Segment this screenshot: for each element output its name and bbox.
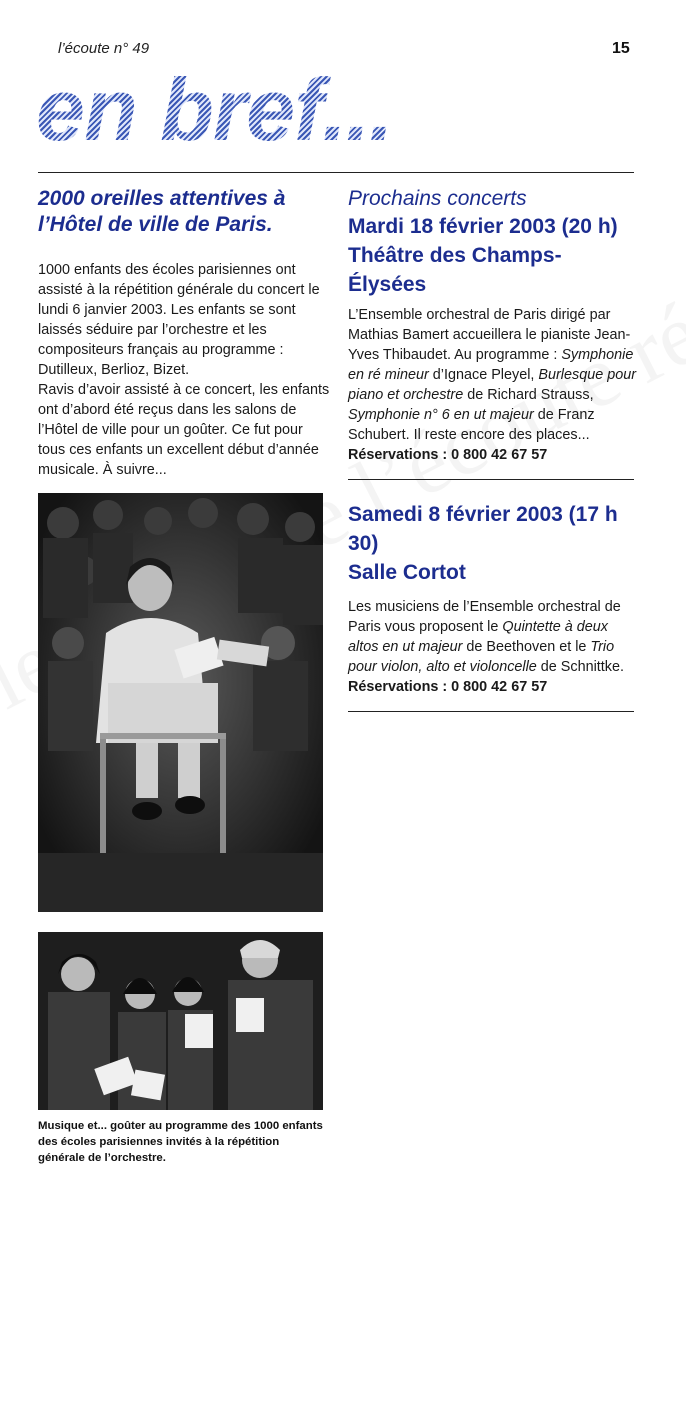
- concert-1-date: Mardi 18 février 2003 (20 h): [348, 215, 618, 238]
- article-title-line-1: 2000 oreilles attentives à: [38, 187, 286, 210]
- article-title-line-2: l’Hôtel de ville de Paris.: [38, 213, 273, 236]
- concert-2-date: Samedi 8 février 2003 (17 h 30): [348, 503, 618, 555]
- concert-2-venue: Salle Cortot: [348, 561, 466, 584]
- concerts-divider: [348, 479, 634, 480]
- concert-1-text-3: de Richard Strauss,: [463, 387, 594, 403]
- concert-2-work-2: Trio pour violon, alto et violoncelle: [348, 639, 615, 675]
- concert-2-text-2: de Beethoven et le: [462, 639, 591, 655]
- concert-1-work-3: Symphonie n° 6 en ut majeur: [348, 407, 534, 423]
- children-group-photo: [38, 932, 323, 1110]
- concert-2-text-1: Les musiciens de l’Ensemble orchestral de Paris vous proposent le: [348, 599, 621, 635]
- section-divider: [38, 172, 634, 173]
- concert-1-reservations: Réservations : 0 800 42 67 57: [348, 447, 548, 463]
- children-audience-illustration: [38, 493, 323, 912]
- concert-1-description: [348, 305, 638, 445]
- concert-2-description: [348, 597, 638, 677]
- concert-1-text-1: L’Ensemble orchestral de Paris dirigé par Mathias Bamert accueillera le pianiste Jean-Yves Thibaudet. Au programme :: [348, 307, 631, 363]
- concert-1-work-1: Symphonie en ré mineur: [348, 347, 634, 383]
- photo-caption: Musique et... goûter au programme des 1000 enfants des écoles parisiennes invités à la répétition générale de l’orchestre.: [38, 1120, 323, 1164]
- concert-2: [348, 500, 638, 697]
- children-group-illustration: [38, 932, 323, 1110]
- concert-1-text-2: d’Ignace Pleyel,: [428, 367, 539, 383]
- article-paragraph-1: 1000 enfants des écoles parisiennes ont assisté à la répétition générale du concert le lundi 6 janvier 2003. Les enfants se sont laissés séduire par l’orchestre et les compositeurs français au programme : Dutilleux, Berlioz, Bizet.: [38, 262, 320, 378]
- concerts-end-divider: [348, 711, 634, 712]
- page-number: 15: [612, 40, 630, 57]
- concert-2-reservations: Réservations : 0 800 42 67 57: [348, 679, 548, 695]
- concert-1-text-4: de Franz Schubert. Il reste encore des places...: [348, 407, 595, 443]
- concerts-kicker: Prochains concerts: [348, 187, 527, 210]
- concert-1: [348, 212, 638, 465]
- left-article: [38, 186, 330, 480]
- article-paragraph-2: Ravis d’avoir assisté à ce concert, les enfants ont d’abord été reçus dans les salons de l’Hôtel de ville pour un goûter. Ce fut pour tous ces enfants un excellent début d’année musicale. À suivre...: [38, 382, 330, 478]
- concert-1-work-2: Burlesque pour piano et orchestre: [348, 367, 637, 403]
- concert-2-work-1: Quintette à deux altos en ut majeur: [348, 619, 608, 655]
- concert-1-venue: Théâtre des Champs-Élysées: [348, 244, 562, 296]
- concert-2-text-3: de Schnittke.: [536, 659, 624, 675]
- concert-audience-photo: [38, 493, 323, 912]
- concerts-column: [348, 186, 638, 712]
- article-title: [38, 186, 330, 238]
- section-title: en bref...: [36, 60, 393, 159]
- issue-label: l’écoute n° 49: [58, 40, 150, 57]
